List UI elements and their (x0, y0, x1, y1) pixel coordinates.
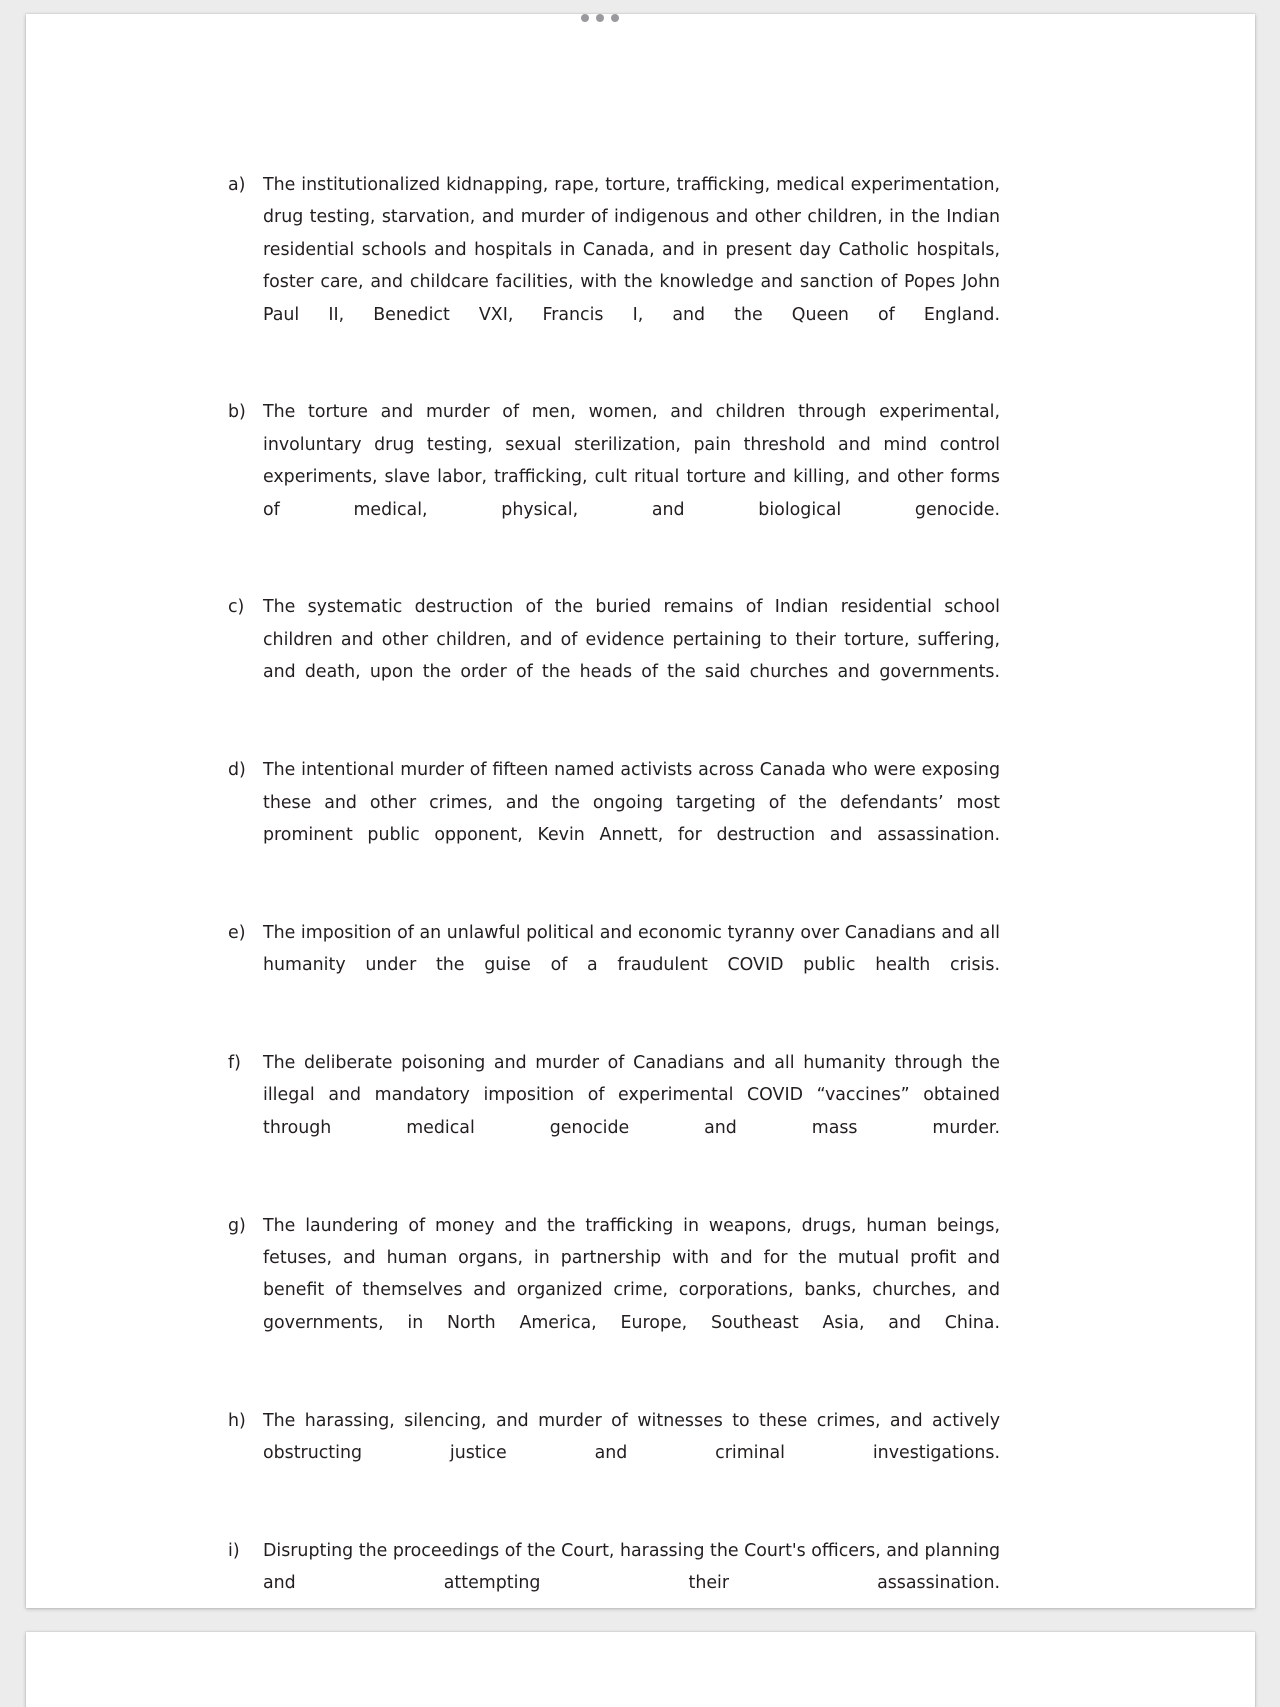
claim-marker: g) (228, 1215, 246, 1236)
ellipsis-icon[interactable] (570, 11, 630, 25)
claim-item (228, 1210, 1000, 1372)
claim-item (228, 1405, 1000, 1502)
paragraph-gap (228, 884, 1000, 917)
claim-text: The harassing, silencing, and murder of witnesses to these crimes, and actively obstructing justice and criminal investigations. (263, 1410, 1000, 1463)
paragraph-gap (228, 558, 1000, 591)
paragraph-gap (228, 1502, 1000, 1535)
paragraph-gap (228, 1372, 1000, 1405)
claim-item (228, 754, 1000, 884)
claim-item (228, 917, 1000, 1014)
claim-text: The systematic destruction of the buried remains of Indian residential school children and other children, and of evidence pertaining to their torture, suffering, and death, upon the order of the heads of the said churches and governments. (263, 597, 1000, 683)
ellipsis-dot (596, 14, 604, 22)
claim-item (228, 396, 1000, 558)
paragraph-gap (228, 721, 1000, 754)
claim-item (228, 591, 1000, 721)
claim-marker: b) (228, 402, 246, 423)
claim-item (228, 1047, 1000, 1177)
claim-text: The imposition of an unlawful political and economic tyranny over Canadians and all humanity under the guise of a fraudulent COVID public health crisis. (263, 922, 1000, 976)
ellipsis-dot (581, 14, 589, 22)
claim-text: The torture and murder of men, women, and children through experimental, involuntary drug testing, sexual sterilization, pain threshold and mind control experiments, slave labor, trafficking, cult ritual torture and killing, and other forms of medical, physical, and biological genocide. (263, 402, 1000, 520)
claim-text: The institutionalized kidnapping, rape, torture, trafficking, medical experimentation, drug testing, starvation, and murder of indigenous and other children, in the Indian residential schools and hospitals in Canada, and in present day Catholic hospitals, foster care, and childcare facilities, with the knowledge and sanction of Popes John Paul II, Benedict VXI, Francis I, and the Queen of England. (263, 175, 1000, 325)
claim-item (228, 169, 1000, 363)
claim-marker: a) (228, 175, 246, 195)
claim-text: The laundering of money and the trafficking in weapons, drugs, human beings, fetuses, and human organs, in partnership with and for the mutual profit and benefit of themselves and organized crime, corporations, banks, churches, and governments, in North America, Europe, Southeast Asia, and China. (263, 1215, 1000, 1333)
claim-marker: c) (228, 597, 245, 618)
claim-marker: e) (228, 922, 246, 943)
ellipsis-dot (611, 14, 619, 22)
claim-text: Disrupting the proceedings of the Court, harassing the Court's officers, and planning and attempting their assassination. (263, 1540, 1000, 1594)
document-page-2 (26, 1632, 1255, 1707)
claim-text: The deliberate poisoning and murder of Canadians and all humanity through the illegal and mandatory imposition of experimental COVID “vaccines” obtained through medical genocide and mass murder. (263, 1052, 1000, 1138)
paragraph-gap (228, 363, 1000, 396)
claim-text: The intentional murder of fifteen named activists across Canada who were exposing these and other crimes, and the ongoing targeting of the defendants’ most prominent public opponent, Kevin Annett, for destruction and assassination. (263, 760, 1000, 845)
claim-item (228, 1535, 1000, 1632)
paragraph-gap (228, 1014, 1000, 1047)
paragraph-gap (228, 1177, 1000, 1210)
claim-marker: d) (228, 760, 246, 781)
claim-marker: f) (228, 1052, 241, 1073)
claim-marker: h) (228, 1410, 246, 1431)
claim-marker: i) (228, 1540, 240, 1561)
page-content (228, 169, 1000, 1632)
document-page-1 (26, 14, 1255, 1608)
